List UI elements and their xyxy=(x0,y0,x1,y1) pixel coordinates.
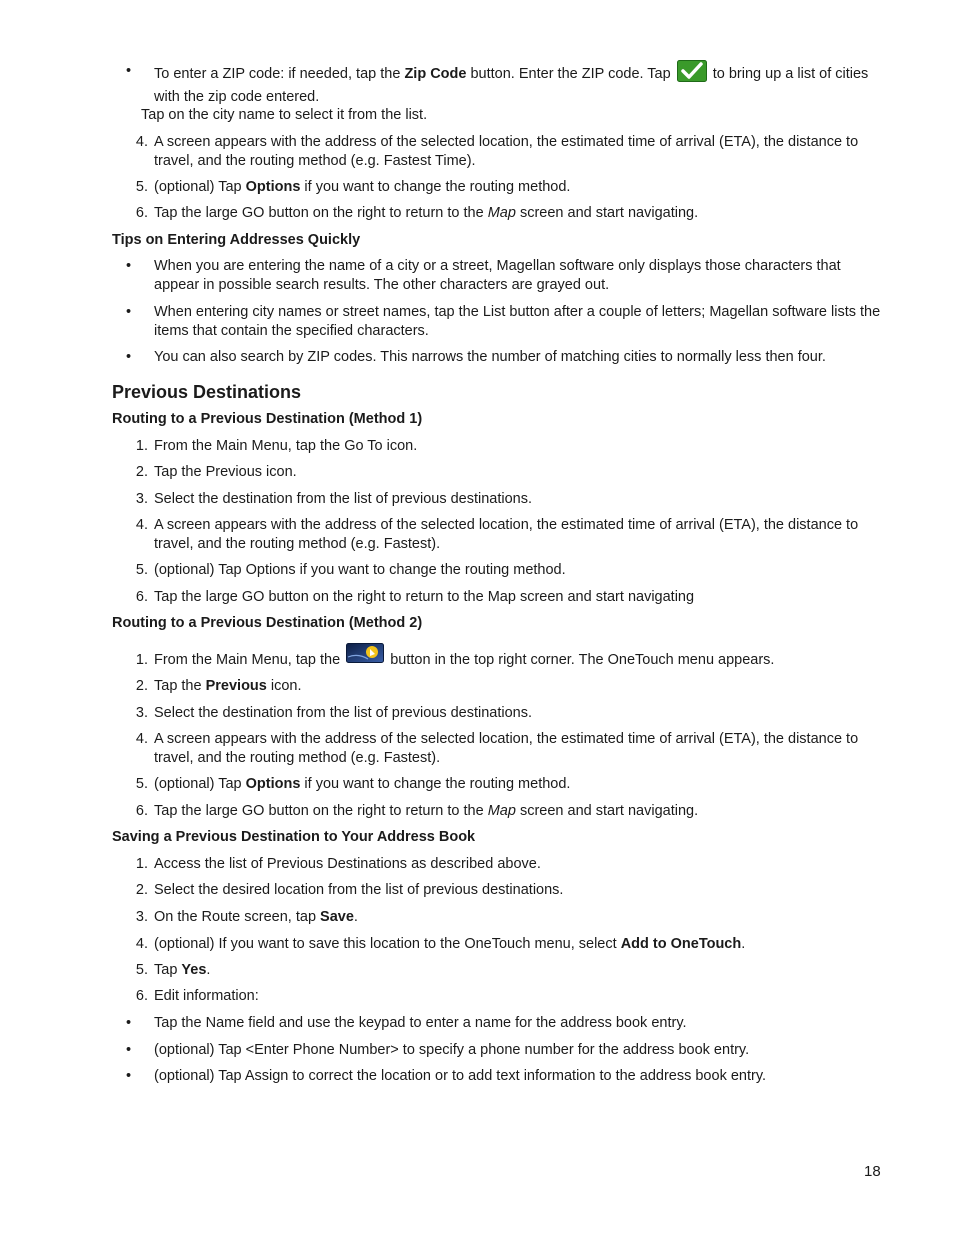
step-number: 6. xyxy=(135,803,148,819)
save-heading: Saving a Previous Destination to Your Address Book xyxy=(112,829,476,845)
zip-code-instruction: To enter a ZIP code: if needed, tap the Zip Code button. Enter the ZIP code. Tap to bring up a list of cities with the zip code entered. xyxy=(154,60,884,107)
step-text: Tap Yes. xyxy=(154,962,211,978)
step-number: 5. xyxy=(135,179,148,195)
step-text: From the Main Menu, tap the Go To icon. xyxy=(154,438,418,454)
method1-heading: Routing to a Previous Destination (Method 1) xyxy=(112,411,423,427)
step-text: Tap the Previous icon. xyxy=(154,464,297,480)
step-text: A screen appears with the address of the selected location, the estimated time of arrival (ETA), the distance to travel, and the routing method (e.g. Fastest). xyxy=(154,517,859,552)
bullet: • xyxy=(126,258,132,274)
bullet: • xyxy=(126,1042,132,1058)
green-checkmark-icon xyxy=(677,60,707,88)
step-number: 6. xyxy=(135,589,148,605)
step-number: 5. xyxy=(135,776,148,792)
list-item: Tap the Name field and use the keypad to enter a name for the address book entry. xyxy=(154,1015,687,1031)
step-number: 3. xyxy=(135,491,148,507)
bullet: • xyxy=(126,304,132,320)
bullet: • xyxy=(126,63,132,79)
step-number: 3. xyxy=(135,705,148,721)
step-text: Tap the Previous icon. xyxy=(154,678,302,694)
step-number: 2. xyxy=(135,882,148,898)
step-number: 4. xyxy=(135,731,148,747)
step-text: On the Route screen, tap Save. xyxy=(154,909,358,925)
step-text: From the Main Menu, tap the button in the top right corner. The OneTouch menu appears. xyxy=(154,651,884,670)
step-number: 4. xyxy=(135,517,148,533)
step-text: (optional) Tap Options if you want to change the routing method. xyxy=(154,776,571,792)
onetouch-icon xyxy=(346,643,384,669)
city-select-note: Tap on the city name to select it from the list. xyxy=(141,107,428,123)
step-number: 3. xyxy=(135,909,148,925)
step-number: 2. xyxy=(135,678,148,694)
step-number: 1. xyxy=(135,856,148,872)
section-title: Previous Destinations xyxy=(112,382,302,402)
list-item: (optional) Tap Assign to correct the location or to add text information to the address book entry. xyxy=(154,1068,767,1084)
bullet: • xyxy=(126,1068,132,1084)
step-number: 1. xyxy=(135,438,148,454)
step-text: Select the destination from the list of previous destinations. xyxy=(154,491,533,507)
step-number: 4. xyxy=(135,134,148,150)
step-text: (optional) Tap Options if you want to change the routing method. xyxy=(154,179,571,195)
tips-heading: Tips on Entering Addresses Quickly xyxy=(112,232,361,248)
bullet: • xyxy=(126,1015,132,1031)
step-number: 1. xyxy=(135,652,148,668)
step-number: 5. xyxy=(135,962,148,978)
step-text: Select the destination from the list of previous destinations. xyxy=(154,705,533,721)
list-item: (optional) Tap <Enter Phone Number> to specify a phone number for the address book entry. xyxy=(154,1042,750,1058)
step-number: 6. xyxy=(135,205,148,221)
step-text: A screen appears with the address of the selected location, the estimated time of arrival (ETA), the distance to travel, and the routing method (e.g. Fastest). xyxy=(154,731,859,766)
step-number: 6. xyxy=(135,988,148,1004)
tip-item: When entering city names or street names, tap the List button after a couple of letters; Magellan software lists the items that contain the specified characters. xyxy=(154,304,881,339)
step-text: Tap the large GO button on the right to return to the Map screen and start navigating. xyxy=(154,205,699,221)
step-number: 2. xyxy=(135,464,148,480)
step-text: A screen appears with the address of the selected location, the estimated time of arrival (ETA), the distance to travel, and the routing method (e.g. Fastest Time). xyxy=(154,134,859,169)
method2-heading: Routing to a Previous Destination (Method 2) xyxy=(112,615,423,631)
tip-item: You can also search by ZIP codes. This narrows the number of matching cities to normally less then four. xyxy=(154,349,826,365)
step-text: Access the list of Previous Destinations as described above. xyxy=(154,856,541,872)
step-number: 4. xyxy=(135,936,148,952)
step-text: Select the desired location from the list of previous destinations. xyxy=(154,882,564,898)
bullet: • xyxy=(126,349,132,365)
step-number: 5. xyxy=(135,562,148,578)
step-text: Tap the large GO button on the right to return to the Map screen and start navigating. xyxy=(154,803,699,819)
step-text: (optional) Tap Options if you want to change the routing method. xyxy=(154,562,566,578)
step-text: Edit information: xyxy=(154,988,259,1004)
step-text: (optional) If you want to save this location to the OneTouch menu, select Add to OneTouch. xyxy=(154,936,746,952)
tip-item: When you are entering the name of a city or a street, Magellan software only displays those characters that appear in possible search results. The other characters are grayed out. xyxy=(154,258,841,293)
page-number: 18 xyxy=(864,1163,881,1180)
step-text: Tap the large GO button on the right to return to the Map screen and start navigating xyxy=(154,589,695,605)
